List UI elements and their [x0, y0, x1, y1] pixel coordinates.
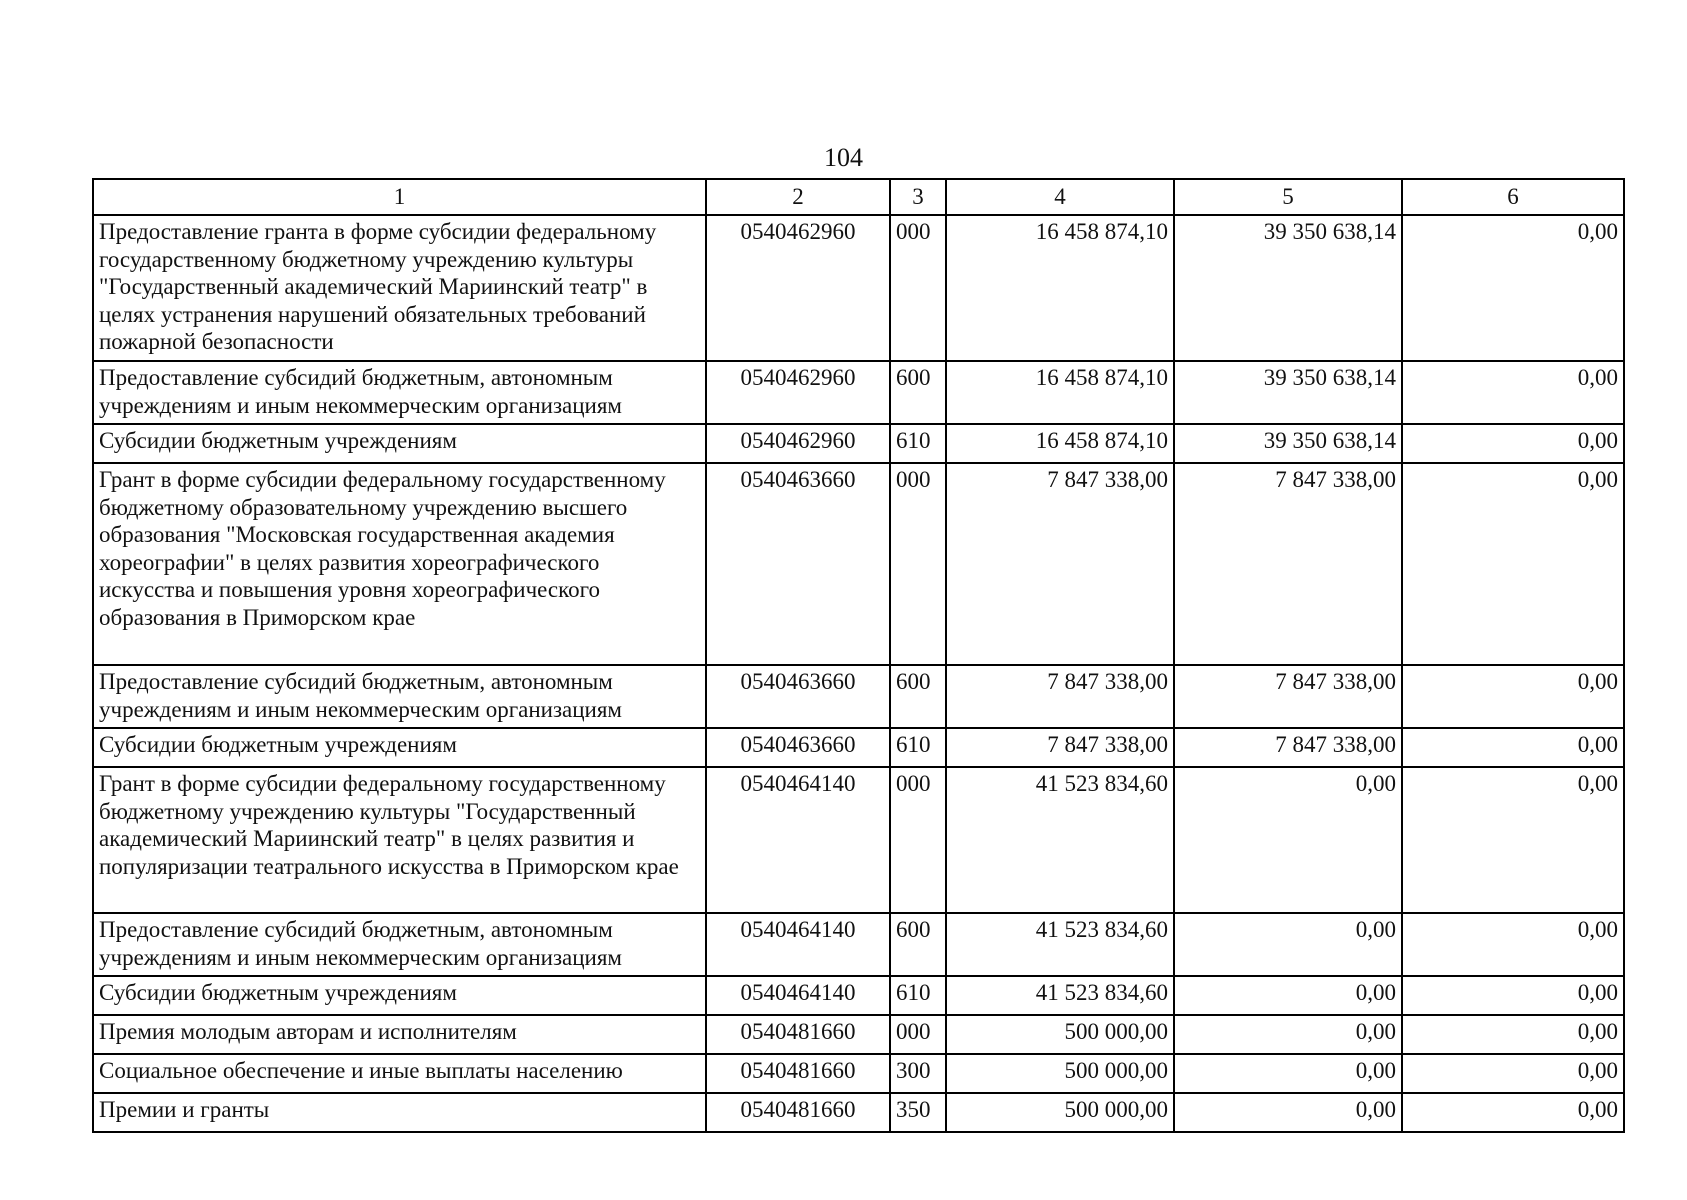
row-target-code: 0540463660 — [706, 665, 890, 728]
row-description: Грант в форме субсидии федеральному государственному бюджетному учреждению культуры "Государственный академический Мариинский театр" в целях развития и популяризации театрального искусства в Приморском крае — [93, 767, 706, 913]
row-expense-type: 610 — [890, 424, 946, 463]
table-header-row — [93, 179, 1624, 215]
row-target-code: 0540463660 — [706, 728, 890, 767]
column-header-2: 2 — [706, 179, 890, 215]
table-row — [93, 976, 1624, 1015]
row-expense-type: 610 — [890, 976, 946, 1015]
row-target-code: 0540463660 — [706, 463, 890, 665]
column-header-1: 1 — [93, 179, 706, 215]
table-row — [93, 1054, 1624, 1093]
row-amount-col6: 0,00 — [1402, 728, 1624, 767]
column-header-5: 5 — [1174, 179, 1402, 215]
row-amount-col6: 0,00 — [1402, 463, 1624, 665]
table-row — [93, 913, 1624, 976]
row-amount-col5: 0,00 — [1174, 1093, 1402, 1132]
row-target-code: 0540464140 — [706, 913, 890, 976]
row-description: Премия молодым авторам и исполнителям — [93, 1015, 706, 1054]
row-amount-col6: 0,00 — [1402, 665, 1624, 728]
table-row — [93, 665, 1624, 728]
row-amount-col4: 500 000,00 — [946, 1054, 1174, 1093]
row-target-code: 0540462960 — [706, 215, 890, 361]
row-expense-type: 600 — [890, 913, 946, 976]
row-description: Социальное обеспечение и иные выплаты населению — [93, 1054, 706, 1093]
row-amount-col6: 0,00 — [1402, 976, 1624, 1015]
row-target-code: 0540481660 — [706, 1093, 890, 1132]
table-row — [93, 728, 1624, 767]
row-amount-col5: 0,00 — [1174, 976, 1402, 1015]
row-amount-col6: 0,00 — [1402, 1054, 1624, 1093]
row-description: Субсидии бюджетным учреждениям — [93, 976, 706, 1015]
row-amount-col5: 0,00 — [1174, 1054, 1402, 1093]
row-target-code: 0540481660 — [706, 1015, 890, 1054]
row-amount-col5: 39 350 638,14 — [1174, 215, 1402, 361]
column-header-6: 6 — [1402, 179, 1624, 215]
row-expense-type: 000 — [890, 767, 946, 913]
page-number: 104 — [824, 143, 863, 172]
row-amount-col4: 7 847 338,00 — [946, 463, 1174, 665]
row-amount-col4: 500 000,00 — [946, 1015, 1174, 1054]
row-amount-col5: 7 847 338,00 — [1174, 463, 1402, 665]
row-amount-col4: 41 523 834,60 — [946, 767, 1174, 913]
row-amount-col5: 0,00 — [1174, 913, 1402, 976]
row-amount-col6: 0,00 — [1402, 215, 1624, 361]
row-description: Премии и гранты — [93, 1093, 706, 1132]
table-row — [93, 1015, 1624, 1054]
row-amount-col6: 0,00 — [1402, 913, 1624, 976]
row-amount-col5: 0,00 — [1174, 1015, 1402, 1054]
row-description: Предоставление субсидий бюджетным, автономным учреждениям и иным некоммерческим организациям — [93, 665, 706, 728]
row-amount-col4: 7 847 338,00 — [946, 665, 1174, 728]
row-amount-col6: 0,00 — [1402, 1015, 1624, 1054]
row-expense-type: 000 — [890, 1015, 946, 1054]
row-target-code: 0540462960 — [706, 361, 890, 424]
row-amount-col5: 39 350 638,14 — [1174, 424, 1402, 463]
row-description: Субсидии бюджетным учреждениям — [93, 728, 706, 767]
row-amount-col4: 500 000,00 — [946, 1093, 1174, 1132]
row-amount-col6: 0,00 — [1402, 361, 1624, 424]
row-amount-col4: 41 523 834,60 — [946, 976, 1174, 1015]
budget-table — [92, 178, 1625, 1133]
row-target-code: 0540462960 — [706, 424, 890, 463]
row-amount-col4: 7 847 338,00 — [946, 728, 1174, 767]
row-description: Предоставление субсидий бюджетным, автономным учреждениям и иным некоммерческим организациям — [93, 361, 706, 424]
row-amount-col4: 41 523 834,60 — [946, 913, 1174, 976]
row-expense-type: 350 — [890, 1093, 946, 1132]
row-description: Грант в форме субсидии федеральному государственному бюджетному образовательному учреждению высшего образования "Московская государственная академия хореографии" в целях развития хореографического искусства и повышения уровня хореографического образования в Приморском крае — [93, 463, 706, 665]
row-target-code: 0540464140 — [706, 767, 890, 913]
row-amount-col5: 39 350 638,14 — [1174, 361, 1402, 424]
row-expense-type: 000 — [890, 463, 946, 665]
row-expense-type: 300 — [890, 1054, 946, 1093]
table-row — [93, 767, 1624, 913]
row-amount-col4: 16 458 874,10 — [946, 215, 1174, 361]
row-amount-col6: 0,00 — [1402, 424, 1624, 463]
row-amount-col5: 0,00 — [1174, 767, 1402, 913]
row-description: Субсидии бюджетным учреждениям — [93, 424, 706, 463]
table-row — [93, 424, 1624, 463]
row-expense-type: 600 — [890, 665, 946, 728]
row-amount-col5: 7 847 338,00 — [1174, 665, 1402, 728]
row-amount-col5: 7 847 338,00 — [1174, 728, 1402, 767]
row-target-code: 0540481660 — [706, 1054, 890, 1093]
table-row — [93, 361, 1624, 424]
row-expense-type: 600 — [890, 361, 946, 424]
row-amount-col6: 0,00 — [1402, 767, 1624, 913]
row-amount-col4: 16 458 874,10 — [946, 424, 1174, 463]
row-description: Предоставление гранта в форме субсидии федеральному государственному бюджетному учреждению культуры "Государственный академический Мариинский театр" в целях устранения нарушений обязательных требований пожарной безопасности — [93, 215, 706, 361]
row-amount-col6: 0,00 — [1402, 1093, 1624, 1132]
row-expense-type: 610 — [890, 728, 946, 767]
table-row — [93, 463, 1624, 665]
row-target-code: 0540464140 — [706, 976, 890, 1015]
row-expense-type: 000 — [890, 215, 946, 361]
column-header-4: 4 — [946, 179, 1174, 215]
row-description: Предоставление субсидий бюджетным, автономным учреждениям и иным некоммерческим организациям — [93, 913, 706, 976]
table-row — [93, 1093, 1624, 1132]
column-header-3: 3 — [890, 179, 946, 215]
table-row — [93, 215, 1624, 361]
row-amount-col4: 16 458 874,10 — [946, 361, 1174, 424]
